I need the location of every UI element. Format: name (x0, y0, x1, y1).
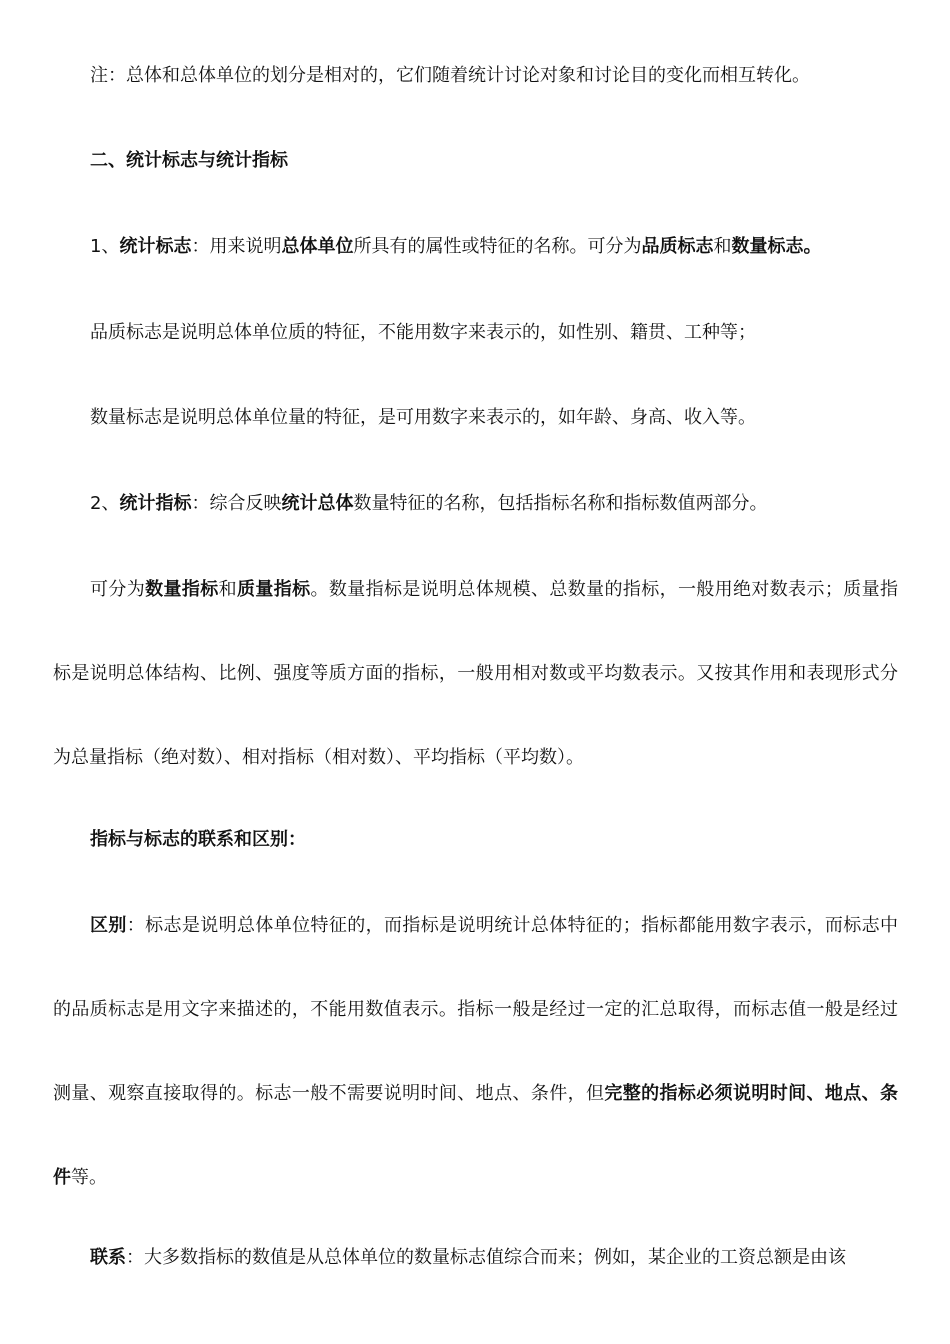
statistical-indicator-definition: 2、统计指标：综合反映统计总体数量特征的名称，包括指标名称和指标数值两部分。 (90, 493, 768, 514)
section-heading: 二、统计标志与统计指标 (90, 150, 288, 171)
note-paragraph: 注：总体和总体单位的划分是相对的，它们随着统计讨论对象和讨论目的变化而相互转化。 (90, 65, 810, 86)
quality-mark-paragraph: 品质标志是说明总体单位质的特征，不能用数字来表示的，如性别、籍贯、工种等； (90, 322, 756, 343)
quantity-mark-paragraph: 数量标志是说明总体单位量的特征，是可用数字来表示的，如年龄、身高、收入等。 (90, 407, 756, 428)
indicator-classification-paragraph: 可分为数量指标和质量指标。数量指标是说明总体规模、总数量的指标，一般用绝对数表示；质量指标是说明总体结构、比例、强度等质方面的指标，一般用相对数或平均数表示。又按其作用和表现形式分为总量指标（绝对数）、相对指标（相对数）、平均指标（平均数）。 (53, 579, 899, 768)
statistical-mark-definition: 1、统计标志：用来说明总体单位所具有的属性或特征的名称。可分为品质标志和数量标志。 (90, 236, 822, 257)
subsection-heading: 指标与标志的联系和区别： (90, 829, 306, 850)
connection-paragraph: 联系：大多数指标的数值是从总体单位的数量标志值综合而来；例如，某企业的工资总额是由该 (90, 1247, 846, 1268)
difference-paragraph: 区别：标志是说明总体单位特征的，而指标是说明统计总体特征的；指标都能用数字表示，而标志中的品质标志是用文字来描述的，不能用数值表示。指标一般是经过一定的汇总取得，而标志值一般是经过测量、观察直接取得的。标志一般不需要说明时间、地点、条件，但完整的指标必须说明时间、地点、条件等。 (53, 915, 899, 1188)
